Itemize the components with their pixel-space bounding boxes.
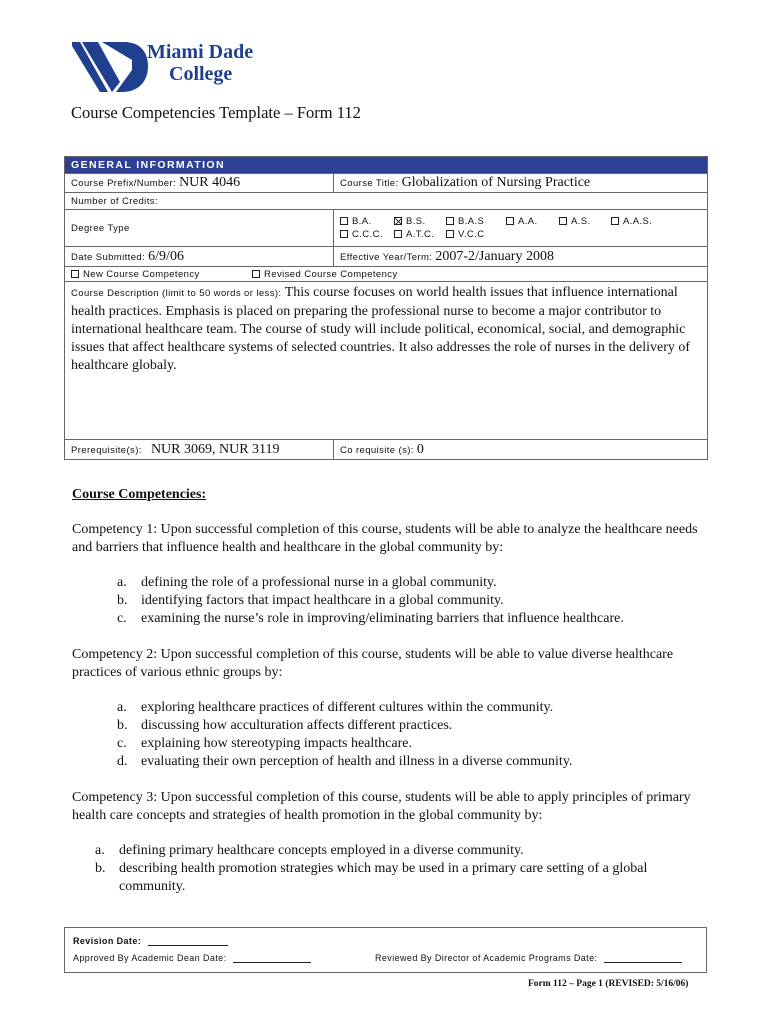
- approved-label: Approved By Academic Dean Date:: [73, 953, 227, 963]
- list-item-text: explaining how stereotyping impacts healthcare.: [141, 736, 412, 751]
- credits-cell[interactable]: [65, 193, 708, 210]
- degree-option-label: B.A.: [352, 216, 372, 227]
- competency-2-list: [117, 699, 707, 771]
- competency-1-text: Competency 1: Upon successful completion of this course, students will be able to analyze the healthcare needs and barriers that influence health and healthcare in the global community by:: [72, 522, 698, 555]
- list-item-text: defining primary healthcare concepts employed in a diverse community.: [119, 843, 524, 858]
- course-description: [71, 284, 701, 375]
- course-prefix-value[interactable]: NUR 4046: [179, 175, 241, 190]
- list-marker: b.: [117, 718, 128, 733]
- list-item-text: identifying factors that impact healthcare in a global community.: [141, 593, 504, 608]
- list-item: [117, 610, 707, 628]
- list-item: [117, 735, 707, 753]
- list-item: [117, 717, 707, 735]
- list-item: [117, 753, 707, 771]
- prerequisite-value[interactable]: NUR 3069, NUR 3119: [150, 441, 280, 457]
- degree-option[interactable]: [446, 229, 506, 240]
- degree-option[interactable]: [611, 216, 671, 227]
- corequisite-value[interactable]: 0: [416, 441, 424, 457]
- list-item: [95, 860, 695, 896]
- degree-checkbox[interactable]: [446, 217, 454, 225]
- degree-option-label: V.C.C: [458, 229, 485, 240]
- list-marker: a.: [95, 843, 105, 858]
- course-title-cell: [334, 174, 708, 193]
- list-item-text: discussing how acculturation affects different practices.: [141, 718, 453, 733]
- degree-checkbox[interactable]: [340, 230, 348, 238]
- degree-checkbox[interactable]: [394, 217, 402, 225]
- list-marker: c.: [117, 611, 127, 626]
- list-item-text: defining the role of a professional nurse in a global community.: [141, 575, 497, 590]
- competencies-heading: Course Competencies:: [72, 487, 207, 502]
- degree-checkbox[interactable]: [506, 217, 514, 225]
- list-item-text: evaluating their own perception of health and illness in a diverse community.: [141, 754, 573, 769]
- effective-term-label: Effective Year/Term:: [340, 251, 433, 263]
- logo-wordmark: [147, 41, 253, 85]
- list-item: [117, 592, 707, 610]
- degree-option[interactable]: [394, 229, 446, 240]
- revised-course-label: Revised Course Competency: [264, 268, 398, 280]
- list-marker: d.: [117, 754, 128, 769]
- course-prefix-cell: [65, 174, 334, 193]
- list-marker: b.: [95, 861, 106, 876]
- course-description-label: Course Description (limit to 50 words or less):: [71, 288, 282, 299]
- list-marker: a.: [117, 700, 127, 715]
- form-title: Course Competencies Template – Form 112: [71, 103, 361, 122]
- prerequisite-label: Prerequisite(s):: [71, 444, 142, 456]
- logo-line1: Miami Dade: [147, 41, 254, 63]
- competency-2-text: Competency 2: Upon successful completion of this course, students will be able to value diverse healthcare practices of various ethnic groups by:: [72, 647, 674, 680]
- new-course-label: New Course Competency: [83, 268, 200, 280]
- effective-term-value[interactable]: 2007-2/January 2008: [435, 248, 554, 264]
- reviewed-date-line[interactable]: [604, 962, 682, 963]
- competency-3-text: Competency 3: Upon successful completion of this course, students will be able to apply principles of primary health care concepts and strategies of health promotion in the global community by:: [72, 790, 691, 823]
- logo-line2: College: [169, 63, 233, 85]
- revised-course-checkbox[interactable]: [252, 270, 260, 278]
- prerequisite-cell: [65, 440, 334, 460]
- reviewed-label: Reviewed By Director of Academic Programs Date:: [375, 953, 598, 963]
- approved-row: [73, 953, 311, 963]
- course-description-value: This course focuses on world health issues that influence international health practices. Emphasis is placed on preparing the professional nurse to become a major contributor to international healthcare team. The course of study will include political, economical, social, and demographic issues that affect healthcare systems of selected countries. It also addresses the role of nurses in the delivery of healthcare globaly.: [71, 285, 691, 373]
- degree-checkbox[interactable]: [340, 217, 348, 225]
- degree-option-label: A.A.: [518, 216, 538, 227]
- degree-option-label: A.T.C.: [406, 229, 435, 240]
- course-prefix-label: Course Prefix/Number:: [71, 178, 177, 189]
- new-course-checkbox[interactable]: [71, 270, 79, 278]
- list-item: [117, 699, 707, 717]
- date-submitted-label: Date Submitted:: [71, 251, 146, 263]
- date-submitted-value[interactable]: 6/9/06: [148, 248, 184, 264]
- revision-date-line[interactable]: [148, 945, 228, 946]
- degree-checkbox[interactable]: [611, 217, 619, 225]
- section-title: GENERAL INFORMATION: [65, 157, 708, 174]
- degree-option[interactable]: [559, 216, 611, 227]
- competency-type-cell: [65, 267, 708, 282]
- list-item: [95, 842, 695, 860]
- reviewed-row: [375, 953, 682, 963]
- approved-date-line[interactable]: [233, 962, 311, 963]
- course-description-cell[interactable]: [65, 282, 708, 440]
- list-item-text: exploring healthcare practices of different cultures within the community.: [141, 700, 554, 715]
- competency-1-list: [117, 574, 707, 628]
- degree-option-label: A.S.: [571, 216, 591, 227]
- course-title-label: Course Title:: [340, 178, 399, 189]
- list-marker: b.: [117, 593, 128, 608]
- degree-option[interactable]: [506, 216, 559, 227]
- degree-option-label: C.C.C.: [352, 229, 383, 240]
- corequisite-label: Co requisite (s):: [340, 444, 414, 456]
- credits-label: Number of Credits:: [71, 195, 158, 207]
- degree-option[interactable]: [340, 229, 394, 240]
- page-footer: Form 112 – Page 1 (REVISED: 5/16/06): [528, 979, 689, 989]
- degree-checkbox[interactable]: [446, 230, 454, 238]
- degree-type-options: [334, 210, 708, 247]
- degree-option[interactable]: [340, 216, 394, 227]
- degree-option-label: B.S.: [406, 216, 426, 227]
- date-submitted-cell: [65, 247, 334, 267]
- revision-row: [73, 936, 228, 946]
- general-info-table: [64, 156, 708, 460]
- degree-option[interactable]: [446, 216, 506, 227]
- corequisite-cell: [334, 440, 708, 460]
- degree-option[interactable]: [394, 216, 446, 227]
- approval-box: [64, 927, 707, 973]
- degree-type-label: Degree Type: [65, 210, 334, 247]
- degree-option-label: B.A.S: [458, 216, 485, 227]
- list-marker: c.: [117, 736, 127, 751]
- list-item-text: describing health promotion strategies which may be used in a primary care setting of a global community.: [119, 861, 648, 894]
- list-item: [117, 574, 707, 592]
- effective-term-cell: [334, 247, 708, 267]
- degree-option-label: A.A.S.: [623, 216, 653, 227]
- degree-checkbox[interactable]: [559, 217, 567, 225]
- revision-label: Revision Date:: [73, 936, 142, 946]
- competency-3-list: [95, 842, 695, 896]
- list-marker: a.: [117, 575, 127, 590]
- degree-checkbox[interactable]: [394, 230, 402, 238]
- course-title-value[interactable]: Globalization of Nursing Practice: [401, 175, 591, 190]
- list-item-text: examining the nurse’s role in improving/eliminating barriers that influence healthcare.: [141, 611, 624, 626]
